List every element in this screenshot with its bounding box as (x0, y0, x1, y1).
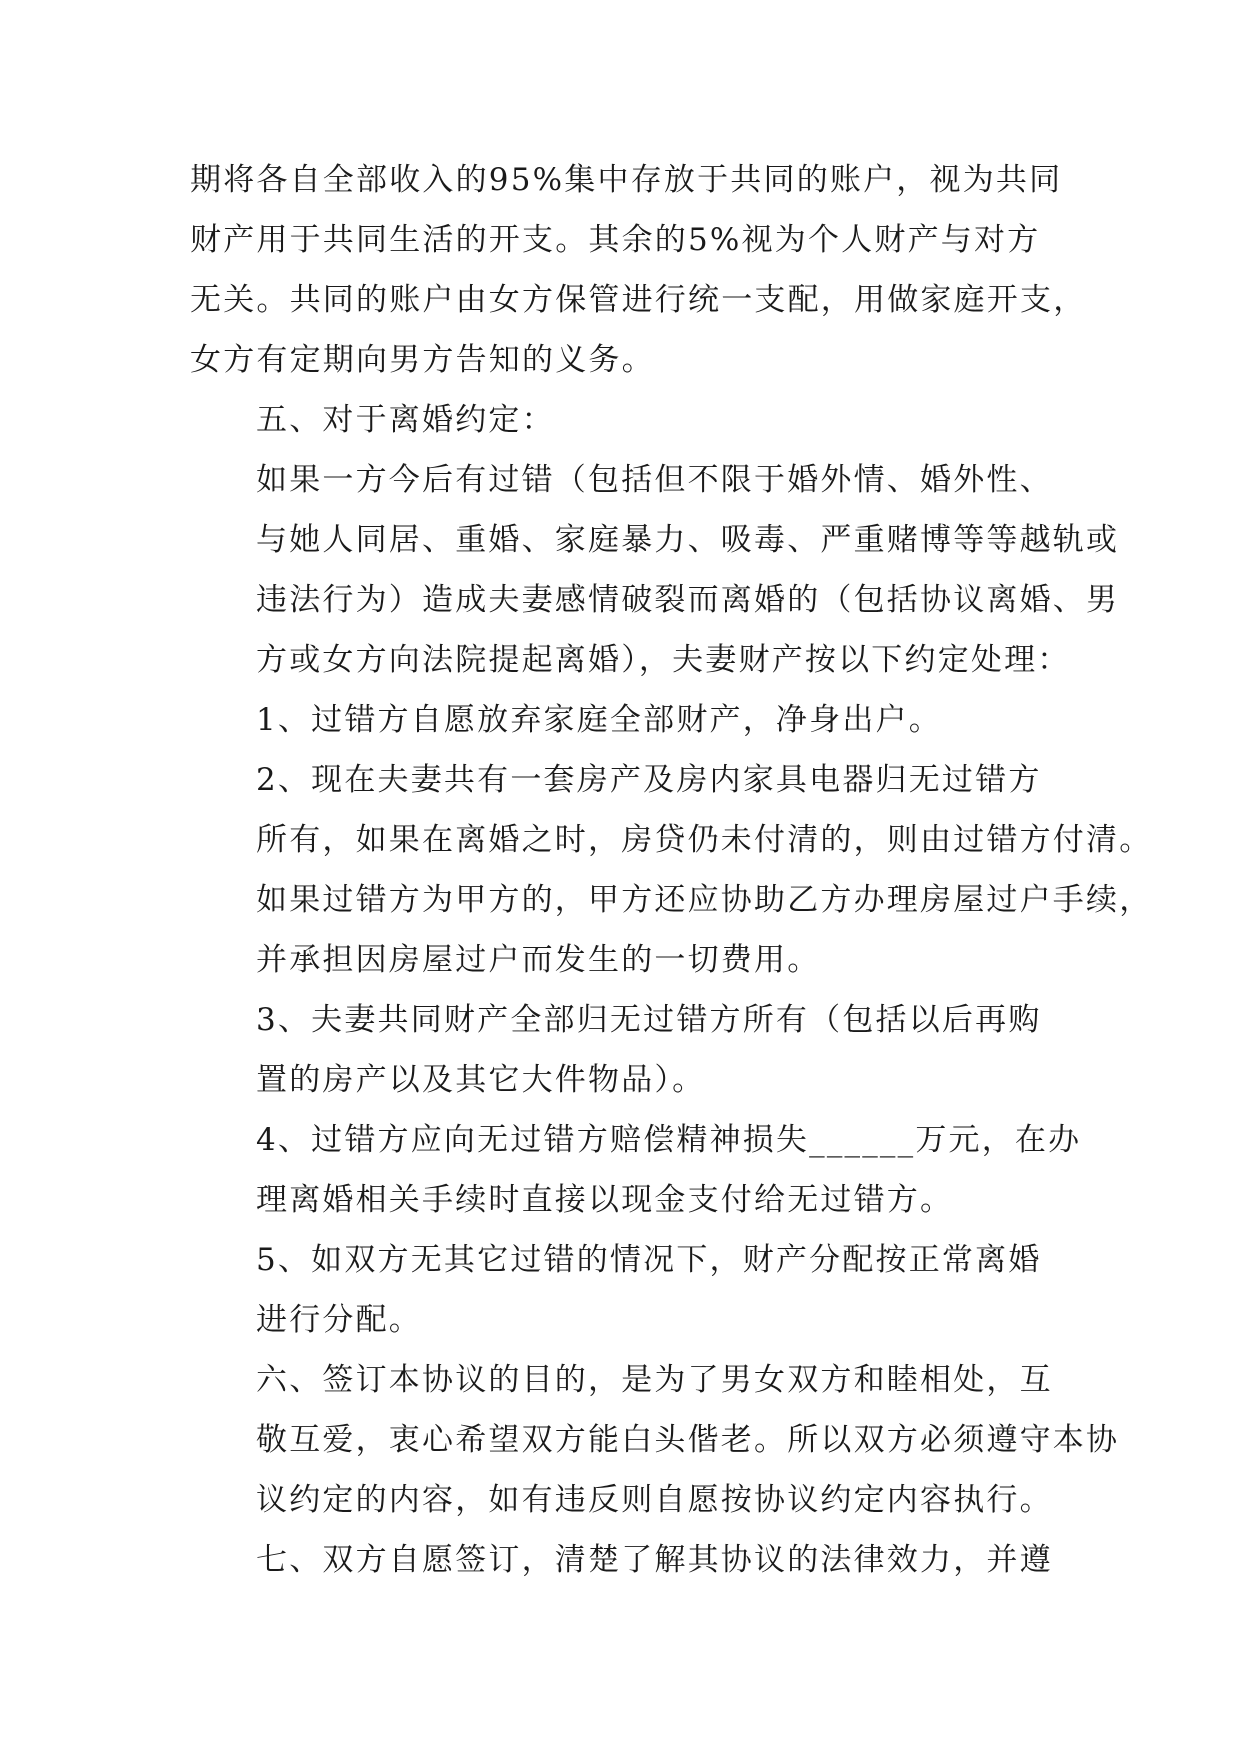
text-line: 七、双方自愿签订，清楚了解其协议的法律效力，并遵 (256, 1542, 1053, 1578)
text-line: 方或女方向法院提起离婚），夫妻财产按以下约定处理： (256, 642, 1071, 678)
text-line: 5、如双方无其它过错的情况下，财产分配按正常离婚 (256, 1242, 1042, 1278)
paragraph-fault-definition (190, 450, 1120, 690)
text-line: 女方有定期向男方告知的义务。 (190, 342, 655, 378)
text-line: 理离婚相关手续时直接以现金支付给无过错方。 (256, 1182, 954, 1218)
text-line: 2、现在夫妻共有一套房产及房内家具电器归无过错方 (256, 762, 1042, 798)
text-line: 置的房产以及其它大件物品）。 (256, 1062, 706, 1098)
section-heading-divorce (190, 390, 1070, 450)
text-line: 期将各自全部收入的95%集中存放于共同的账户，视为共同 (190, 162, 1063, 198)
text-line: 敬互爱，衷心希望双方能白头偕老。所以双方必须遵守本协 (256, 1422, 1120, 1458)
document-body (190, 150, 1153, 1590)
paragraph-income-account (190, 150, 1087, 390)
text-line: 违法行为）造成夫妻感情破裂而离婚的（包括协议离婚、男 (256, 582, 1120, 618)
text-line: 六、签订本协议的目的，是为了男女双方和睦相处，互 (256, 1362, 1053, 1398)
text-line: 五、对于离婚约定： (256, 402, 555, 438)
text-line: 如果一方今后有过错（包括但不限于婚外情、婚外性、 (256, 462, 1053, 498)
text-line: 4、过错方应向无过错方赔偿精神损失______万元，在办 (256, 1122, 1082, 1158)
clause-4 (190, 1110, 1082, 1230)
text-line: 无关。共同的账户由女方保管进行统一支配，用做家庭开支， (190, 282, 1087, 318)
text-line: 如果过错方为甲方的，甲方还应协助乙方办理房屋过户手续， (256, 882, 1153, 918)
clause-1 (190, 690, 1070, 750)
clause-5 (190, 1230, 1070, 1350)
text-line: 并承担因房屋过户而发生的一切费用。 (256, 942, 821, 978)
text-line: 进行分配。 (256, 1302, 422, 1338)
text-line: 与她人同居、重婚、家庭暴力、吸毒、严重赌博等等越轨或 (256, 522, 1120, 558)
text-line: 1、过错方自愿放弃家庭全部财产，净身出户。 (256, 702, 942, 738)
clause-2 (190, 750, 1153, 990)
text-line: 议约定的内容，如有违反则自愿按协议约定内容执行。 (256, 1482, 1053, 1518)
text-line: 所有，如果在离婚之时，房贷仍未付清的，则由过错方付清。 (256, 822, 1153, 858)
clause-3 (190, 990, 1070, 1110)
section-purpose (190, 1350, 1120, 1530)
text-line: 3、夫妻共同财产全部归无过错方所有（包括以后再购 (256, 1002, 1042, 1038)
section-voluntary-signing (190, 1530, 1070, 1590)
text-line: 财产用于共同生活的开支。其余的5%视为个人财产与对方 (190, 222, 1041, 258)
